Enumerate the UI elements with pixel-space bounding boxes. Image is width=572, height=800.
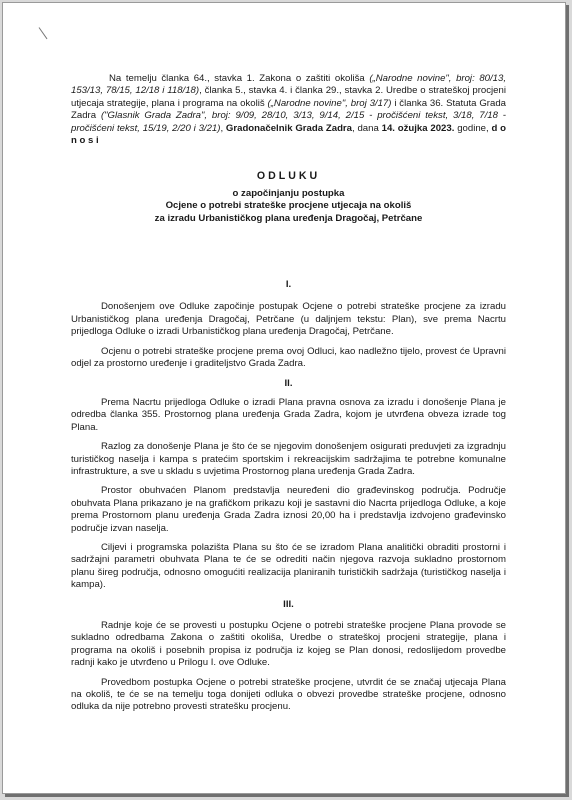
document-subtitle: za izradu Urbanističkog plana uređenja Dragočaj, Petrčane bbox=[154, 212, 423, 224]
preamble bbox=[71, 73, 506, 147]
section-heading: I. bbox=[285, 279, 292, 291]
issuer: Gradonačelnik Grada Zadra bbox=[225, 122, 352, 134]
preamble-citation: ("Glasnik Grada Zadra", broj: 9/09, 28/10, 3/13, 9/14, 2/15 - pročišćeni tekst, 3/18, 7/18 - pročišćeni tekst, 15/19, 2/20 i 3/21) bbox=[71, 110, 506, 134]
document-content bbox=[71, 73, 506, 721]
preamble-text: Na temelju članka 64., stavka 1. Zakona o zaštiti okoliša bbox=[109, 73, 370, 84]
section-paragraph: Radnje koje će se provesti u postupku Ocjene o potrebi strateške procjene Plana provode se sukladno odredbama Zakona o zaštiti okoliša, Uredbe o strateškoj procjeni strategije, plana i programa na okoliš i posebnih propisa iz područja iz kojeg se Plan donosi, redoslijedom provedbe radnji kako je utvrđeno u Prilogu I. ove Odluke. bbox=[71, 620, 506, 669]
section-paragraph: Ocjenu o potrebi strateške procjene prema ovoj Odluci, kao nadležno tijelo, provest će Upravni odjel za prostorno uređenje i graditeljstvo Grada Zadra. bbox=[71, 345, 506, 370]
section-paragraph: Prema Nacrtu prijedloga Odluke o izradi Plana pravna osnova za izradu i donošenje Plana je odredba članka 355. Prostornog plana uređenja Grada Zadra, kojom je utvrđena obveza izrade tog Plana. bbox=[71, 396, 506, 433]
preamble-citation: („Narodne novine", broj 3/17) bbox=[267, 97, 392, 109]
preamble-text: , bbox=[220, 122, 226, 134]
section-heading: II. bbox=[284, 377, 293, 389]
document-subtitle: Ocjene o potrebi strateške procjene utjecaja na okoliš bbox=[165, 200, 412, 212]
preamble-text: godine, bbox=[454, 122, 492, 134]
issue-date: 14. ožujka 2023. bbox=[381, 122, 455, 134]
preamble-text: , dana bbox=[352, 122, 382, 134]
document-page bbox=[2, 2, 566, 794]
document-subtitle: o započinjanju postupka bbox=[232, 187, 345, 199]
section-paragraph: Razlog za donošenje Plana je što će se njegovim donošenjem osigurati preduvjeti za izgradnju turističkog naselja i kampa s pratećim sportskim i rekreacijskim sadržajima te potrebne komunalne infrastrukture, a sve u skladu s uvjetima Prostornog plana uređenja Grada Zadra. bbox=[71, 441, 506, 477]
section-paragraph: Prostor obuhvaćen Planom predstavlja neuređeni dio građevinskog područja. Područje obuhvata Plana prikazano je na grafičkom prikazu koji je sastavni dio Nacrta prijedloga Odluke, a koje prema Prostornom planu uređenja Grada Zadra iznosi 20,00 ha i predstavlja izdvojeno građevinsko područje izvan naselja. bbox=[71, 485, 506, 534]
section-paragraph: Provedbom postupka Ocjene o potrebi strateške procjene, utvrdit će se značaj utjecaja Plana na okoliš, te će se na temelju toga donijeti odluka o obvezi provedbe strateške procjene, odnosno odluka da nije potrebno provesti stratešku procjenu. bbox=[71, 676, 506, 713]
section-paragraph: Ciljevi i programska polazišta Plana su što će se izradom Plana analitički obraditi prostorni i sadržajni parametri obuhvata Plana te će se odrediti način njegova razvoja sukladno prostornom planu šireg područja, odnosno omogućiti realizacija planiranih turističkih sadržaja (turističkog naselja i kampa). bbox=[71, 541, 506, 591]
preamble-citation: („Narodne novine", broj: 80/13, 153/13, 78/15, 12/18 i 118/18) bbox=[71, 73, 506, 97]
enacts: d o n o s i bbox=[71, 122, 506, 147]
document-title: ODLUKU bbox=[256, 170, 321, 183]
title-block bbox=[71, 170, 506, 225]
section-paragraph: Donošenjem ove Odluke započinje postupak Ocjene o potrebi strateške procjene za izradu Urbanističkog plana uređenja Dragočaj, Petrčane (u daljnjem tekstu: Plan), sve prema Nacrtu prijedloga Odluke o izradi Urbanističkog plana uređenja Dragočaj, Petrčane. bbox=[71, 301, 506, 338]
scan-mark bbox=[39, 27, 48, 39]
section-heading: III. bbox=[283, 598, 294, 610]
preamble-text: i članka 36. Statuta Grada Zadra bbox=[71, 97, 506, 122]
preamble-text: , članka 5., stavka 4. i članka 29., stavka 2. Uredbe o strateškoj procjeni utjecaja strategije, plana i programa na okoliš bbox=[71, 85, 506, 109]
